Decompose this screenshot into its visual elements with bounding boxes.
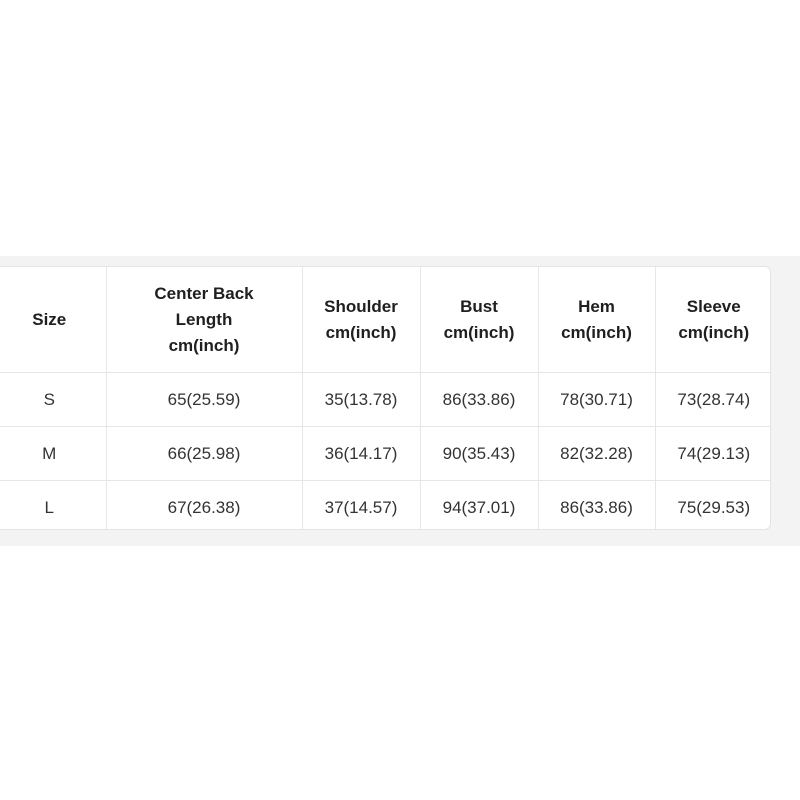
cell-center-back-length: 67(26.38) — [106, 481, 302, 531]
header-shoulder — [302, 267, 420, 373]
header-sleeve-unit: cm(inch) — [678, 322, 750, 342]
header-hem-label: Hem — [578, 296, 615, 316]
cell-bust: 86(33.86) — [420, 373, 538, 427]
header-shoulder-label: Shoulder — [324, 296, 398, 316]
cell-center-back-length: 65(25.59) — [106, 373, 302, 427]
header-center-back-length-line-2: Length — [175, 309, 233, 329]
header-bust-unit: cm(inch) — [443, 322, 515, 342]
cell-shoulder: 36(14.17) — [302, 427, 420, 481]
table-row-m — [0, 427, 771, 481]
header-hem — [538, 267, 655, 373]
cell-size: L — [0, 481, 106, 531]
header-sleeve-label: Sleeve — [686, 296, 741, 316]
cell-sleeve: 74(29.13) — [655, 427, 771, 481]
header-bust-label: Bust — [460, 296, 498, 316]
size-chart — [0, 266, 771, 530]
header-size-label: Size — [32, 309, 67, 329]
header-hem-unit: cm(inch) — [561, 322, 632, 342]
cell-hem: 82(32.28) — [538, 427, 655, 481]
cell-size: M — [0, 427, 106, 481]
header-center-back-length — [106, 267, 302, 373]
size-table — [0, 267, 771, 530]
table-row-l — [0, 481, 771, 531]
cell-center-back-length: 66(25.98) — [106, 427, 302, 481]
header-sleeve — [655, 267, 771, 373]
header-shoulder-unit: cm(inch) — [325, 322, 397, 342]
cell-shoulder: 37(14.57) — [302, 481, 420, 531]
cell-bust: 90(35.43) — [420, 427, 538, 481]
header-row — [0, 267, 771, 373]
cell-shoulder: 35(13.78) — [302, 373, 420, 427]
header-size — [0, 267, 106, 373]
cell-size: S — [0, 373, 106, 427]
table-row-s — [0, 373, 771, 427]
cell-sleeve: 75(29.53) — [677, 497, 751, 517]
cell-hem: 86(33.86) — [538, 481, 655, 531]
cell-bust: 94(37.01) — [420, 481, 538, 531]
cell-sleeve: 73(28.74) — [655, 373, 771, 427]
cell-hem: 78(30.71) — [538, 373, 655, 427]
header-center-back-length-line-1: Center Back — [154, 283, 254, 303]
header-center-back-length-unit: cm(inch) — [168, 335, 240, 355]
header-bust — [420, 267, 538, 373]
